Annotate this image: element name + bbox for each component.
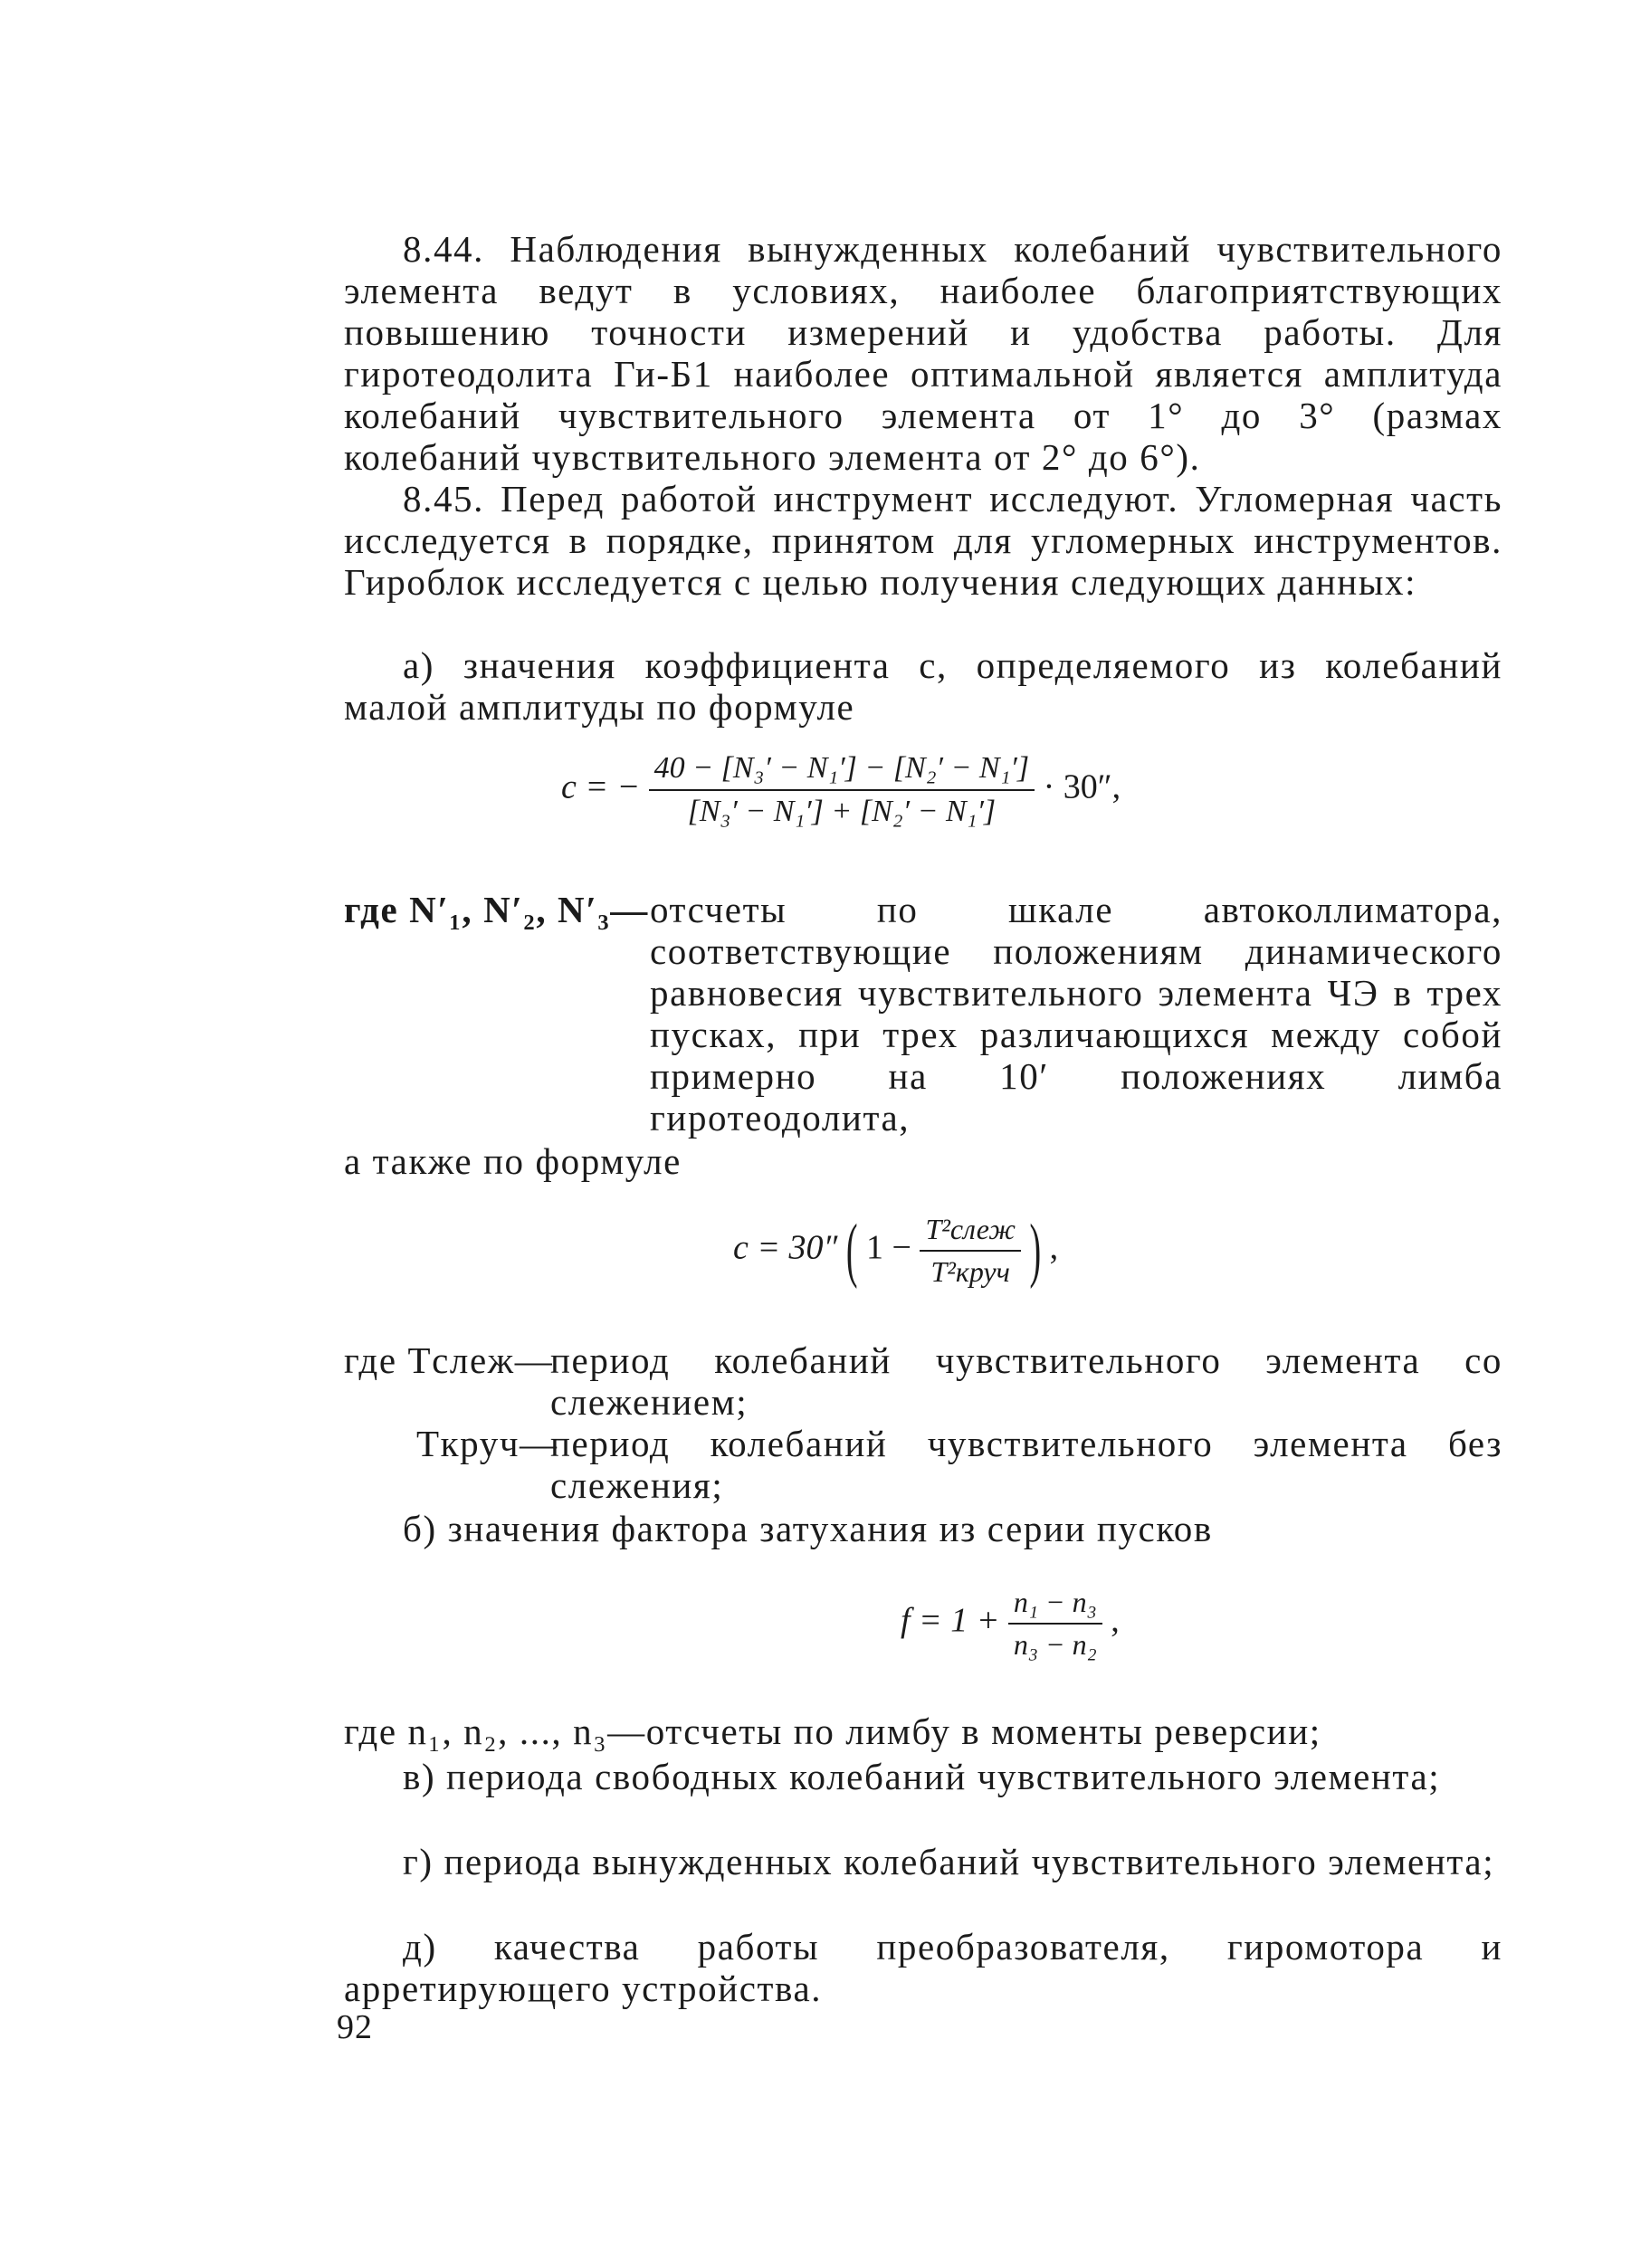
definition-n-readings bbox=[344, 889, 1502, 1139]
formula-1-tail: · 30″, bbox=[1043, 767, 1121, 806]
formula-1-denominator: [N₃′ − N₁′] + [N₂′ − N₁′] bbox=[687, 795, 997, 828]
definition-t-torsion-text: период колебаний чувствительного элемента без слежения; bbox=[550, 1423, 1502, 1506]
definition-t-torsion-lead: Tкруч— bbox=[416, 1423, 558, 1464]
formula-2-fraction bbox=[920, 1213, 1021, 1289]
formula-damping-factor bbox=[901, 1586, 1120, 1662]
formula-3-numerator: n₁ − n₃ bbox=[1008, 1586, 1102, 1625]
item-v: в) периода свободных колебаний чувствительного элемента; bbox=[403, 1756, 1441, 1797]
page-number: 92 bbox=[337, 2008, 373, 2046]
definition-t-tracking-text: период колебаний чувствительного элемента со слежением; bbox=[550, 1339, 1502, 1423]
formula-3-denominator: n₃ − n₂ bbox=[1013, 1628, 1097, 1661]
formula-2-lhs: c = 30″ bbox=[733, 1228, 838, 1267]
item-g: г) периода вынужденных колебаний чувствительного элемента; bbox=[403, 1841, 1495, 1882]
paragraph-8-45: 8.45. Перед работой инструмент исследуют. Угломерная часть исследуется в порядке, принятом для угломерных инструментов. Гироблок исследуется с целью получения следующих данных: bbox=[344, 478, 1502, 603]
formula-2-numerator: T²слеж bbox=[920, 1213, 1021, 1252]
left-paren: ( bbox=[845, 1210, 858, 1291]
definition-t-torsion bbox=[416, 1423, 1502, 1506]
item-d: д) качества работы преобразователя, гиромотора и арретирующего устройства. bbox=[344, 1926, 1502, 2009]
formula-3-lhs: f = 1 + bbox=[901, 1601, 1000, 1640]
definition-n-limb: где n₁, n₂, ..., n₃—отсчеты по лимбу в моменты реверсии; bbox=[344, 1711, 1321, 1752]
formula-c-autocollimator bbox=[561, 751, 1121, 829]
formula-2-one-minus: 1 − bbox=[866, 1228, 911, 1267]
definition-n-lead: где N′₁, N′₂, N′₃— bbox=[344, 889, 649, 930]
definition-t-tracking bbox=[344, 1339, 1502, 1423]
formula-1-fraction bbox=[649, 751, 1035, 829]
also-formula-line: а также по формуле bbox=[344, 1140, 682, 1182]
formula-3-fraction bbox=[1008, 1586, 1102, 1662]
definition-t-tracking-lead: где Tслеж— bbox=[344, 1339, 554, 1381]
item-b: б) значения фактора затухания из серии пусков bbox=[403, 1508, 1213, 1549]
paragraph-8-44: 8.44. Наблюдения вынужденных колебаний чувствительного элемента ведут в условиях, наиболее благоприятствующих повышению точности измерений и удобства работы. Для гиротеодолита Ги-Б1 наиболее оптимальной является амплитуда колебаний чувствительного элемента от 1° до 3° (размах колебаний чувствительного элемента от 2° до 6°). bbox=[344, 228, 1502, 478]
item-a: а) значения коэффициента с, определяемого из колебаний малой амплитуды по формуле bbox=[344, 644, 1502, 728]
formula-2-denominator: T²круч bbox=[930, 1255, 1010, 1288]
formula-1-lhs: c = − bbox=[561, 767, 641, 806]
formula-3-tail: , bbox=[1111, 1601, 1120, 1640]
right-paren: ) bbox=[1029, 1210, 1042, 1291]
formula-2-tail: , bbox=[1049, 1228, 1059, 1267]
formula-1-numerator: 40 − [N₃′ − N₁′] − [N₂′ − N₁′] bbox=[649, 751, 1035, 791]
definition-n-text: отсчеты по шкале автоколлиматора, соответствующие положениям динамического равновесия чувствительного элемента ЧЭ в трех пусках, при трех различающихся между собой примерно на 10′ положениях лимба гиротеодолита, bbox=[650, 889, 1502, 1139]
formula-c-periods bbox=[733, 1210, 1059, 1291]
